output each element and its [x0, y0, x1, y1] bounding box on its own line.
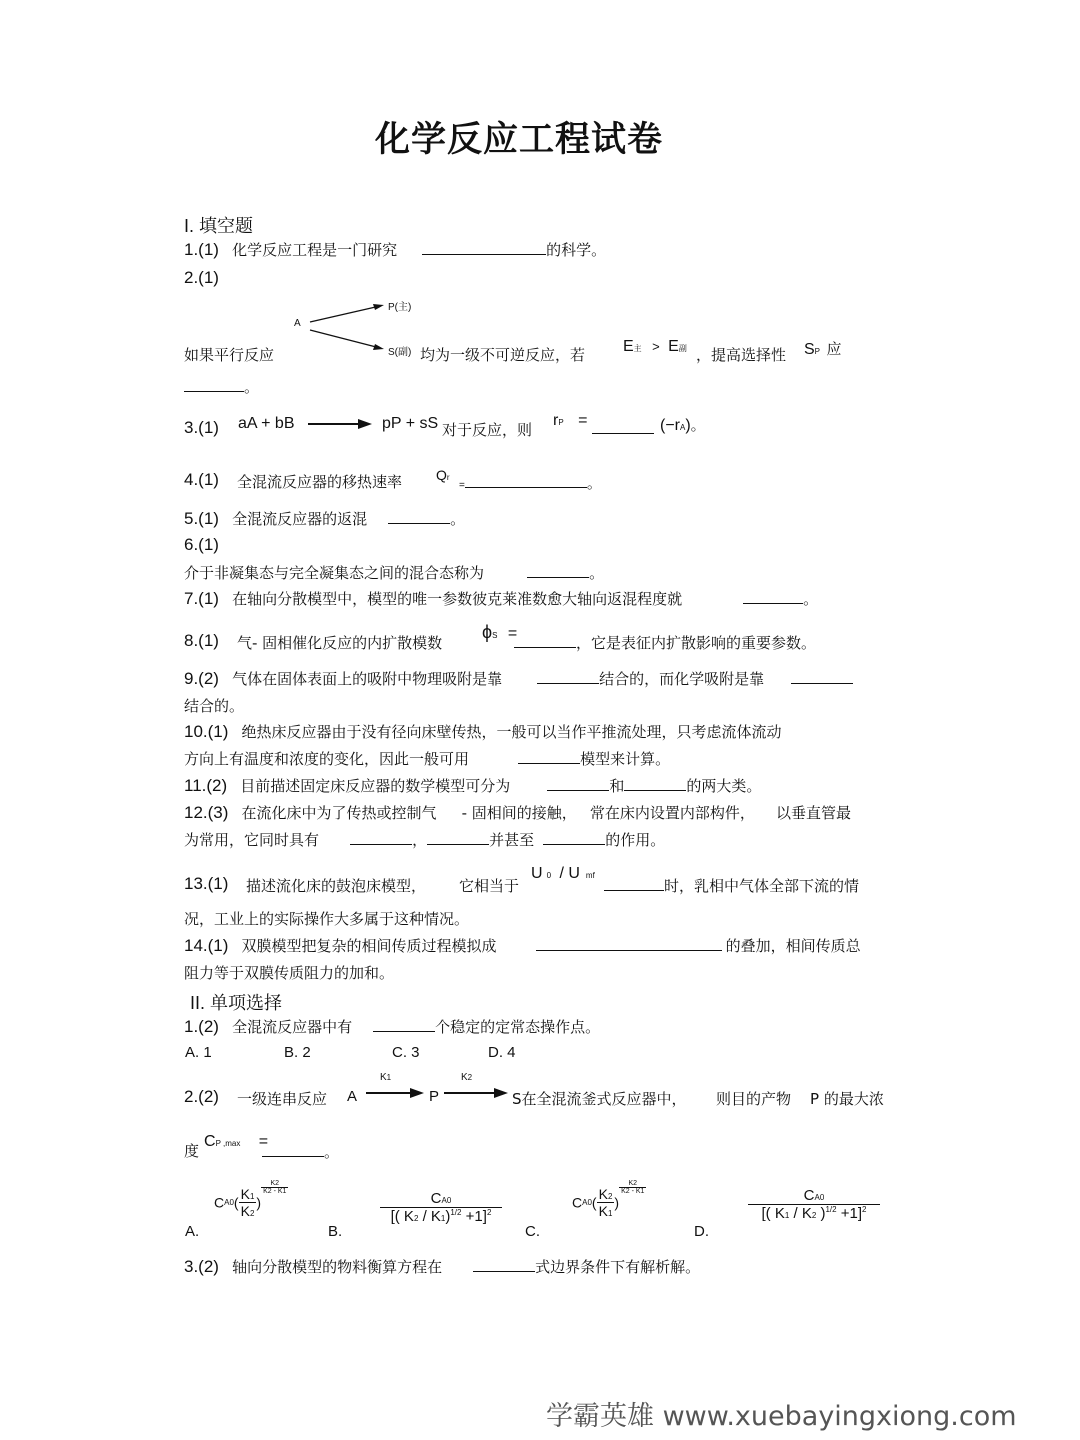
choice-question-2-line2: 度 — [184, 1142, 200, 1160]
answer-blank[interactable] — [473, 1258, 535, 1272]
section-heading-fill-blank: I. 填空题 — [184, 216, 254, 236]
option-b[interactable]: B. 2 — [284, 1044, 311, 1061]
activation-energy-main: E主 > E副 — [623, 338, 687, 355]
question-3-number: 3.(1) — [184, 418, 219, 437]
question-10-line2: 方向上有温度和浓度的变化，因此一般可用 模型来计算。 — [184, 750, 671, 768]
rate-expression: rP = — [553, 412, 588, 429]
question-12: 12.(3) 在流化床中为了传热或控制气 - 固相间的接触， 常在床内设置内部构件， 以垂直管最 — [184, 803, 852, 822]
question-2-number: 2.(1) — [184, 268, 219, 287]
formula-option-d: $\frac{CA0}{[( K1 / K2 )^{1/2} +1]^2}$ — [748, 1187, 880, 1222]
option-a[interactable]: A. 1 — [185, 1044, 212, 1061]
reaction-product-s: S(副) — [388, 347, 412, 358]
choice-question-2-text: 一级连串反应 — [237, 1090, 328, 1108]
velocity-ratio: U 0 / U mf — [531, 865, 595, 882]
choice-question-2-after: S在全混流釜式反应器中， — [512, 1090, 687, 1108]
rate-constant-k1: K1 — [380, 1072, 392, 1083]
question-4-text: 全混流反应器的移热速率 — [237, 473, 403, 491]
watermark: 学霸英雄 www.xuebayingxiong.com — [546, 1401, 1017, 1432]
reactant-a: A — [294, 318, 301, 329]
question-10: 10.(1) 绝热床反应器由于没有径向床壁传热，一般可以当作平推流处理，只考虑流体流动 — [184, 722, 782, 741]
choice-question-2-blank: 。 — [262, 1141, 339, 1162]
question-number: 1.(1) — [184, 240, 219, 259]
choice-question-2-after2: 则目的产物 — [716, 1090, 792, 1108]
question-9-line2: 结合的。 — [184, 697, 245, 715]
reaction-product-p: P(主) — [388, 302, 412, 313]
question-5: 5.(1) 全混流反应器的返混 。 — [184, 509, 466, 528]
formula-option-b: $\frac{CA0}{[( K2 / K1)^{1/2} +1]^2}$ — [380, 1190, 502, 1225]
question-8-blank: ，它是表征内扩散影响的重要参数。 — [514, 632, 816, 653]
question-14-line2: 阻力等于双膜传质阻力的加和。 — [184, 964, 395, 982]
rate-constant-k2: K2 — [461, 1072, 473, 1083]
question-14: 14.(1) 双膜模型把复杂的相间传质过程模拟成 的叠加，相间传质总 — [184, 936, 861, 955]
series-product-p: P — [429, 1088, 440, 1105]
question-13-blank: 时，乳相中气体全部下流的情 — [604, 875, 859, 896]
choice-question-1: 1.(2) 全混流反应器中有 个稳定的定常态操作点。 — [184, 1017, 601, 1036]
question-3-text: 对于反应，则 — [442, 421, 533, 439]
reaction-left: aA + bB — [238, 415, 295, 432]
question-4-number: 4.(1) — [184, 470, 219, 489]
formula-option-b-label[interactable]: B. — [328, 1223, 343, 1240]
series-reactant-a: A — [347, 1088, 358, 1105]
heat-removal-symbol: Qr — [436, 467, 450, 483]
thiele-modulus: ϕS = — [482, 622, 518, 642]
section-heading-single-choice: II. 单项选择 — [190, 993, 283, 1013]
formula-option-d-label[interactable]: D. — [694, 1223, 709, 1240]
question-8-text: 气- 固相催化反应的内扩散模数 — [237, 634, 443, 652]
period: 。 — [244, 378, 260, 396]
question-6-number: 6.(1) — [184, 535, 219, 554]
question-9: 9.(2) 气体在固体表面上的吸附中物理吸附是靠 结合的，而化学吸附是靠 — [184, 668, 853, 689]
option-d[interactable]: D. 4 — [488, 1044, 516, 1061]
question-2-text: 均为一级不可逆反应，若 — [420, 346, 586, 364]
question-4-blank: = 。 — [459, 474, 602, 492]
formula-option-c: CA0( $\frac{K2}{K1}$ ) $\frac{K2}{K2 - K1}$ — [572, 1180, 645, 1219]
choice-question-2-number: 2.(2) — [184, 1087, 219, 1106]
question-8-number: 8.(1) — [184, 631, 219, 650]
option-c[interactable]: C. 3 — [392, 1044, 420, 1061]
choice-question-2-after3: P 的最大浓 — [810, 1090, 884, 1108]
max-concentration-symbol: CP ,max = — [204, 1133, 269, 1150]
answer-blank[interactable] — [262, 1143, 324, 1157]
question-2-tail: ，提高选择性 — [696, 346, 787, 364]
formula-option-c-label[interactable]: C. — [525, 1223, 540, 1240]
reaction-right: pP + sS — [382, 415, 439, 432]
question-7: 7.(1) 在轴向分散模型中，模型的唯一参数彼克莱准数愈大轴向返混程度就 。 — [184, 589, 819, 608]
question-11: 11.(2) 目前描述固定床反应器的数学模型可分为 和 的两大类。 — [184, 776, 762, 795]
question-13-text: 描述流化床的鼓泡床模型， — [246, 877, 427, 895]
question-text: 化学反应工程是一门研究 — [232, 241, 398, 259]
question-13-line2: 况，工业上的实际操作大多属于这种情况。 — [184, 910, 470, 928]
rate-a: (−rA)。 — [660, 417, 706, 434]
selectivity-symbol: SP 应 — [804, 341, 842, 358]
question-12-line2: 为常用，它同时具有 ， 并甚至 的作用。 — [184, 831, 666, 849]
question-2-lead: 如果平行反应 — [184, 346, 275, 364]
question-6: 介于非凝集态与完全凝集态之间的混合态称为 。 — [184, 564, 605, 582]
question-13-number: 13.(1) — [184, 874, 229, 893]
formula-option-a: CA0( $\frac{K1}{K2}$ ) $\frac{K2}{K2 - K1}$ — [214, 1180, 287, 1219]
formula-option-a-label[interactable]: A. — [185, 1223, 200, 1240]
choice-question-3: 3.(2) 轴向分散模型的物料衡算方程在 式边界条件下有解析解。 — [184, 1257, 701, 1276]
question-text-after: 的科学。 — [546, 241, 607, 259]
page-title: 化学反应工程试卷 — [375, 120, 664, 160]
question-13-text2: 它相当于 — [459, 877, 520, 895]
